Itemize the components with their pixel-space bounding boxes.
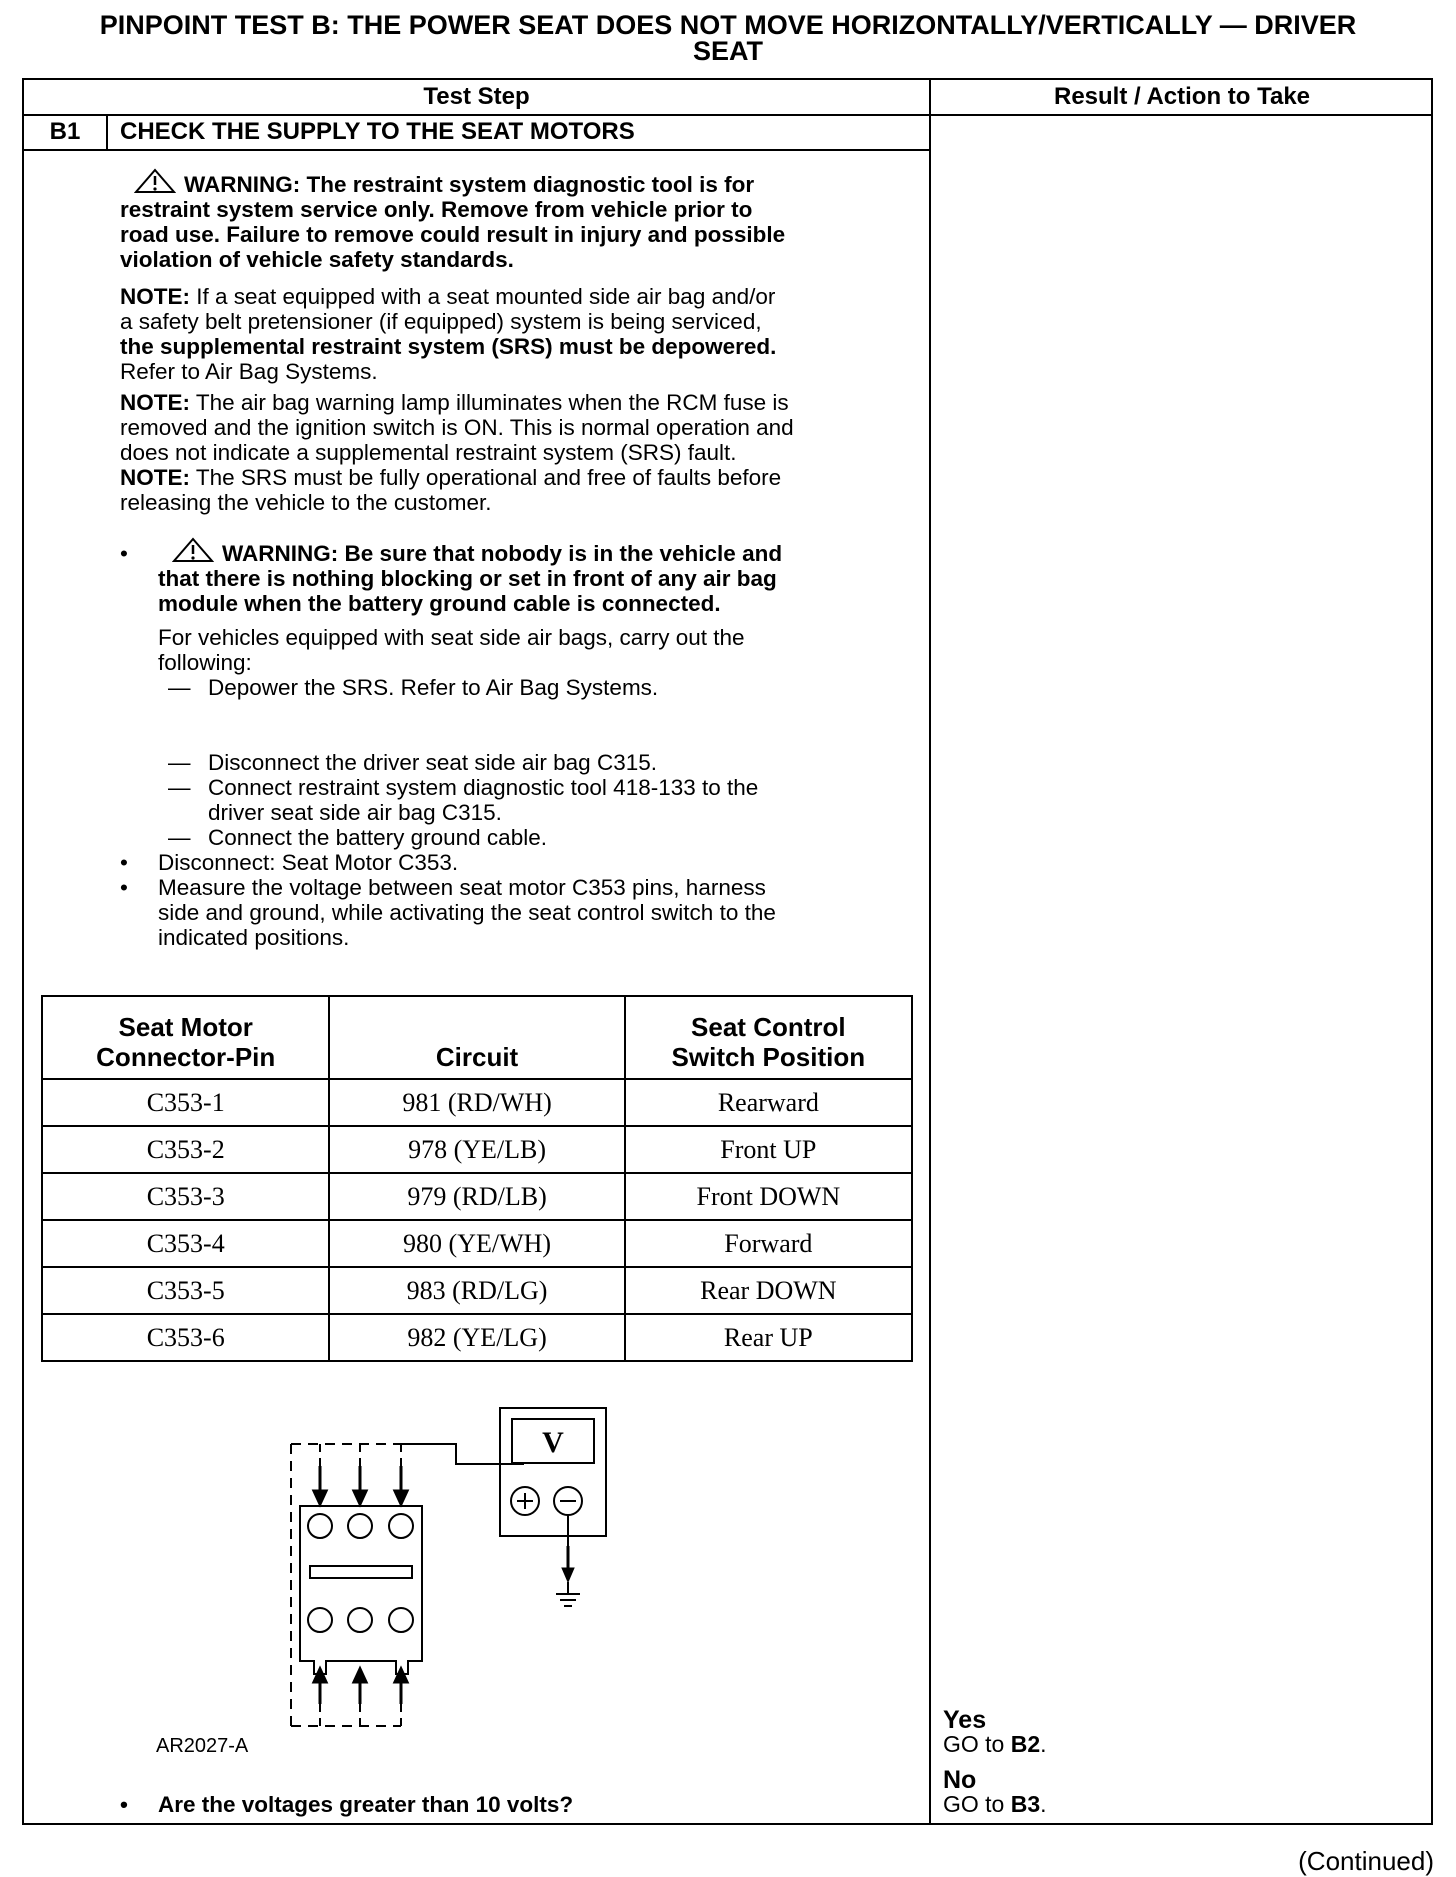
bullet-dot: •	[120, 541, 128, 566]
question-voltage: Are the voltages greater than 10 volts?	[158, 1792, 574, 1817]
note-3-line-1: The SRS must be fully operational and free of faults before	[190, 465, 782, 490]
position-cell: Rear UP	[625, 1314, 912, 1361]
top-probes	[314, 1466, 407, 1504]
dash-marker: —	[168, 750, 191, 775]
table-row	[42, 1314, 912, 1361]
note-srs-depower	[120, 284, 776, 384]
title-line-2: SEAT	[692, 36, 763, 66]
pin-cell: C353-3	[42, 1173, 329, 1220]
bullet-disconnect-c353: Disconnect: Seat Motor C353.	[158, 850, 459, 875]
col1-line-1: Seat Motor	[118, 1012, 253, 1042]
dash-marker: —	[168, 675, 191, 700]
warning-1-line-3: road use. Failure to remove could result in injury and possible	[120, 222, 786, 247]
col3-line-1: Seat Control	[691, 1012, 846, 1042]
col-switch-position	[625, 996, 912, 1079]
warning-2-line-1: WARNING: Be sure that nobody is in the vehicle and	[222, 541, 783, 566]
meter-display-label: V	[542, 1426, 564, 1459]
table-row	[42, 1173, 912, 1220]
voltmeter	[500, 1408, 606, 1536]
yes-label: Yes	[943, 1706, 987, 1734]
note-2-line-3: does not indicate a supplemental restraint system (SRS) fault.	[120, 440, 737, 465]
intro-line-1: For vehicles equipped with seat side air bags, carry out the	[158, 625, 745, 650]
dash-item-disconnect-c315: Disconnect the driver seat side air bag C315.	[208, 750, 657, 775]
circuit-cell: 983 (RD/LG)	[329, 1267, 624, 1314]
step-header	[24, 114, 931, 151]
col-circuit: Circuit	[329, 996, 624, 1079]
result-no	[943, 1768, 1047, 1816]
position-cell: Front DOWN	[625, 1173, 912, 1220]
position-cell: Rearward	[625, 1079, 912, 1126]
note-1-line-1: If a seat equipped with a seat mounted side air bag and/or	[190, 284, 776, 309]
circuit-cell: 981 (RD/WH)	[329, 1079, 624, 1126]
note-label: NOTE:	[120, 284, 190, 309]
table-row	[42, 1126, 912, 1173]
bullet-dot: •	[120, 1792, 128, 1817]
no-target-link[interactable]: B3	[1010, 1791, 1041, 1817]
no-label: No	[943, 1766, 977, 1794]
test-step-header: Test Step	[24, 80, 931, 116]
yes-go-text: GO to	[943, 1731, 1011, 1757]
table-row	[42, 1267, 912, 1314]
bottom-probes	[314, 1669, 407, 1704]
dash-item-connect-tool	[208, 775, 758, 825]
pin-cell: C353-6	[42, 1314, 329, 1361]
col1-line-2: Connector-Pin	[96, 1042, 276, 1072]
seat-side-bag-intro	[158, 625, 745, 675]
position-cell: Rear DOWN	[625, 1267, 912, 1314]
positive-lead	[401, 1444, 524, 1464]
page-title	[0, 12, 1456, 64]
dash-marker: —	[168, 775, 191, 800]
measure-line-3: indicated positions.	[158, 925, 350, 950]
pinpoint-test-table	[22, 78, 1433, 1825]
no-go-text: GO to	[943, 1791, 1011, 1817]
note-label: NOTE:	[120, 390, 190, 415]
bullet-measure-voltage	[158, 875, 776, 950]
warning-nobody-in-vehicle	[158, 537, 782, 616]
warning-triangle-icon	[134, 168, 176, 194]
dash-item-connect-line-2: driver seat side air bag C315.	[208, 800, 502, 825]
seat-motor-connector	[300, 1506, 422, 1674]
bullet-dot: •	[120, 850, 128, 875]
warning-1-line-1: WARNING: The restraint system diagnostic tool is for	[184, 172, 755, 197]
table-row	[42, 1220, 912, 1267]
circuit-cell: 980 (YE/WH)	[329, 1220, 624, 1267]
warning-restraint-tool	[120, 168, 785, 272]
yes-period: .	[1040, 1731, 1047, 1757]
result-yes	[943, 1708, 1047, 1756]
warning-1-line-4: violation of vehicle safety standards.	[120, 247, 514, 272]
voltmeter-connector-diagram	[286, 1406, 716, 1736]
note-1-bold-line: the supplemental restraint system (SRS) must be depowered.	[120, 334, 777, 359]
dash-item-depower: Depower the SRS. Refer to Air Bag Systems.	[208, 675, 659, 700]
ground-lead	[562, 1515, 574, 1594]
pin-cell: C353-5	[42, 1267, 329, 1314]
step-title: CHECK THE SUPPLY TO THE SEAT MOTORS	[120, 118, 635, 145]
pin-cell: C353-1	[42, 1079, 329, 1126]
warning-1-line-2: restraint system service only. Remove from vehicle prior to	[120, 197, 753, 222]
harness-outline	[291, 1444, 401, 1726]
note-2-line-2: removed and the ignition switch is ON. This is normal operation and	[120, 415, 794, 440]
col3-line-2: Switch Position	[671, 1042, 866, 1072]
dash-item-connect-line-1: Connect restraint system diagnostic tool 418-133 to the	[208, 775, 759, 800]
circuit-cell: 982 (YE/LG)	[329, 1314, 624, 1361]
note-1-line-2: a safety belt pretensioner (if equipped) system is being serviced,	[120, 309, 762, 334]
warning-2-line-3: module when the battery ground cable is connected.	[158, 591, 721, 616]
pin-cell: C353-2	[42, 1126, 329, 1173]
figure-code: AR2027-A	[156, 1735, 249, 1757]
result-header: Result / Action to Take	[931, 80, 1433, 116]
pin-cell: C353-4	[42, 1220, 329, 1267]
circuit-cell: 979 (RD/LB)	[329, 1173, 624, 1220]
warning-2-line-2: that there is nothing blocking or set in front of any air bag	[158, 566, 777, 591]
dash-marker: —	[168, 825, 191, 850]
measure-line-2: side and ground, while activating the seat control switch to the	[158, 900, 776, 925]
note-1-line-4: Refer to Air Bag Systems.	[120, 359, 378, 384]
bullet-dot: •	[120, 875, 128, 900]
col-connector-pin	[42, 996, 329, 1079]
position-cell: Front UP	[625, 1126, 912, 1173]
note-warning-lamp	[120, 390, 794, 515]
note-3-line-2: releasing the vehicle to the customer.	[120, 490, 492, 515]
measure-line-1: Measure the voltage between seat motor C353 pins, harness	[158, 875, 766, 900]
circuit-cell: 978 (YE/LB)	[329, 1126, 624, 1173]
intro-line-2: following:	[158, 650, 252, 675]
column-divider	[929, 80, 931, 1825]
table-row	[42, 1079, 912, 1126]
continued-label: (Continued)	[1298, 1846, 1434, 1876]
pin-voltage-table	[41, 995, 913, 1362]
title-line-1: PINPOINT TEST B: THE POWER SEAT DOES NOT MOVE HORIZONTALLY/VERTICALLY — DRIVER	[99, 10, 1357, 40]
warning-triangle-icon	[172, 537, 214, 563]
ground-symbol-icon	[556, 1594, 580, 1606]
dash-item-battery: Connect the battery ground cable.	[208, 825, 547, 850]
note-label: NOTE:	[120, 465, 190, 490]
position-cell: Forward	[625, 1220, 912, 1267]
step-id: B1	[24, 114, 108, 149]
no-period: .	[1040, 1791, 1047, 1817]
yes-target-link[interactable]: B2	[1010, 1731, 1041, 1757]
note-2-line-1: The air bag warning lamp illuminates when the RCM fuse is	[190, 390, 789, 415]
